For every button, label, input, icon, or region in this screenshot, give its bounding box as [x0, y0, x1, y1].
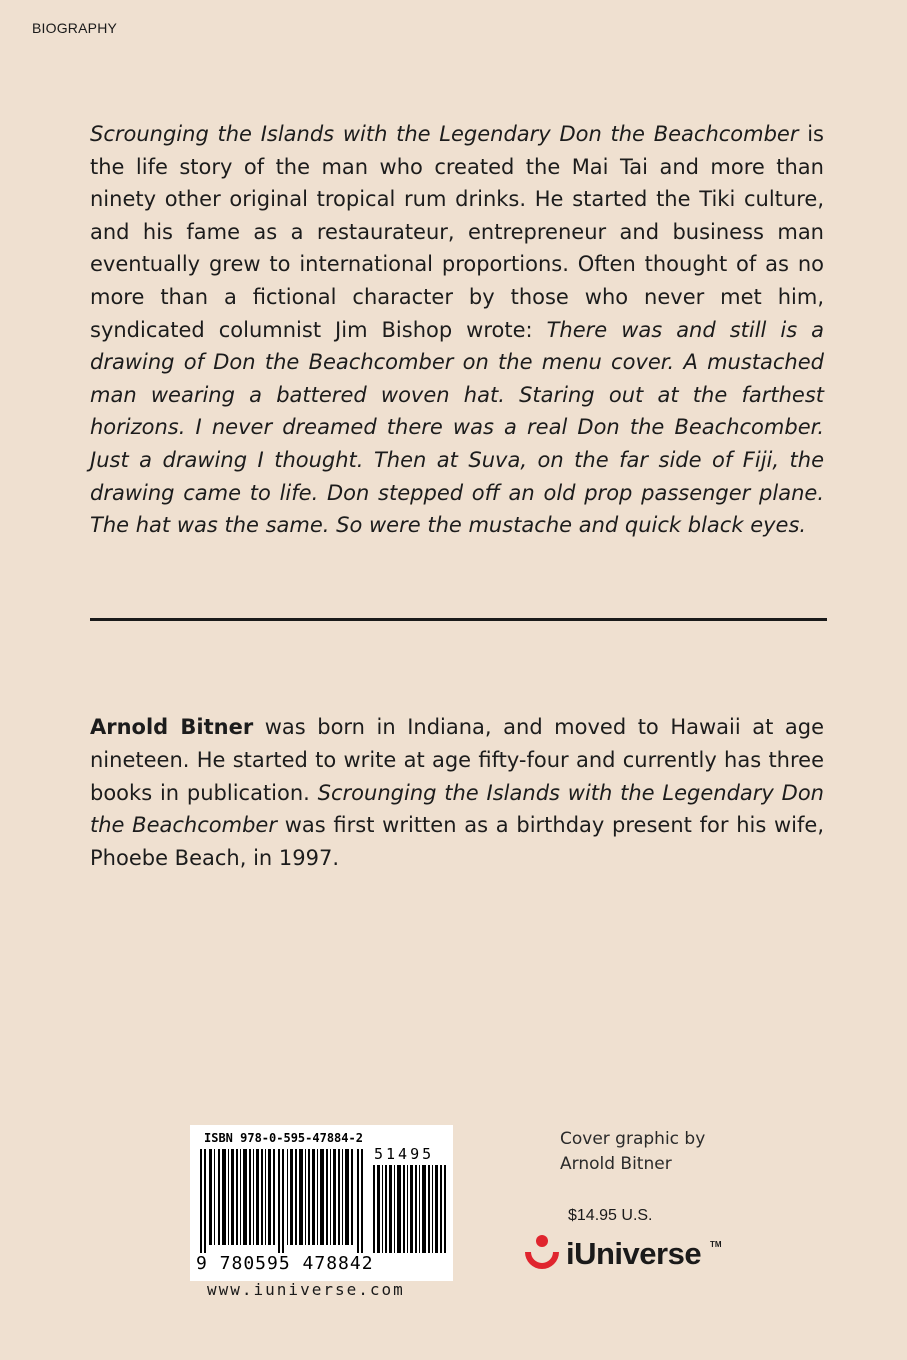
price-label: $14.95 U.S.	[568, 1207, 653, 1224]
publisher-url: www.iuniverse.com	[207, 1280, 405, 1299]
publisher-name: iUniverse	[566, 1236, 702, 1271]
back-cover-blurb	[90, 118, 824, 542]
bio-book-title: Scrounging the Islands with the Legendary Don the Beachcomber	[90, 780, 824, 838]
divider-rule	[90, 618, 827, 621]
blurb-text: is the life story of the man who created the Mai Tai and more than ninety other original tropical rum drinks. He started the Tiki culture, and his fame as a restaurateur, entrepreneur and business man eventually grew to international proportions. Often thought of as no more than a fictional character by those who never met him, syndicated columnist Jim Bishop wrote:	[90, 122, 824, 342]
cover-credit	[560, 1127, 705, 1177]
credit-line-2: Arnold Bitner	[560, 1154, 672, 1174]
author-bio	[90, 711, 824, 875]
barcode-bars-main	[200, 1149, 366, 1253]
bio-text-2: was first written as a birthday present for his wife, Phoebe Beach, in 1997.	[90, 813, 824, 871]
iuniverse-swirl-icon	[520, 1230, 564, 1280]
blurb-book-title: Scrounging the Islands with the Legendary Don the Beachcomber	[90, 122, 799, 146]
isbn-barcode	[190, 1125, 453, 1281]
trademark-mark: TM	[710, 1240, 722, 1249]
genre-label: BIOGRAPHY	[32, 20, 118, 36]
blurb-quote: There was and still is a drawing of Don the Beachcomber on the menu cover. A mustached man wearing a battered woven hat. Staring out at the farthest horizons. I never dreamed there was a real Don the Beachcomber. Just a drawing I thought. Then at Suva, on the far side of Fiji, the drawing came to life. Don stepped off an old prop passenger plane. The hat was the same. So were the mustache and quick black eyes.	[90, 317, 824, 538]
price-code: 51495	[374, 1145, 435, 1163]
barcode-digits: 9 780595 478842	[196, 1253, 374, 1274]
credit-line-1: Cover graphic by	[560, 1129, 706, 1149]
publisher-logo	[520, 1230, 740, 1290]
barcode-bars-addon	[373, 1165, 447, 1253]
isbn-number: ISBN 978-0-595-47884-2	[204, 1131, 363, 1145]
author-name: Arnold Bitner	[90, 715, 254, 739]
bio-text-1: was born in Indiana, and moved to Hawaii at age nineteen. He started to write at age fifty-four and currently has three books in publication.	[90, 715, 824, 805]
